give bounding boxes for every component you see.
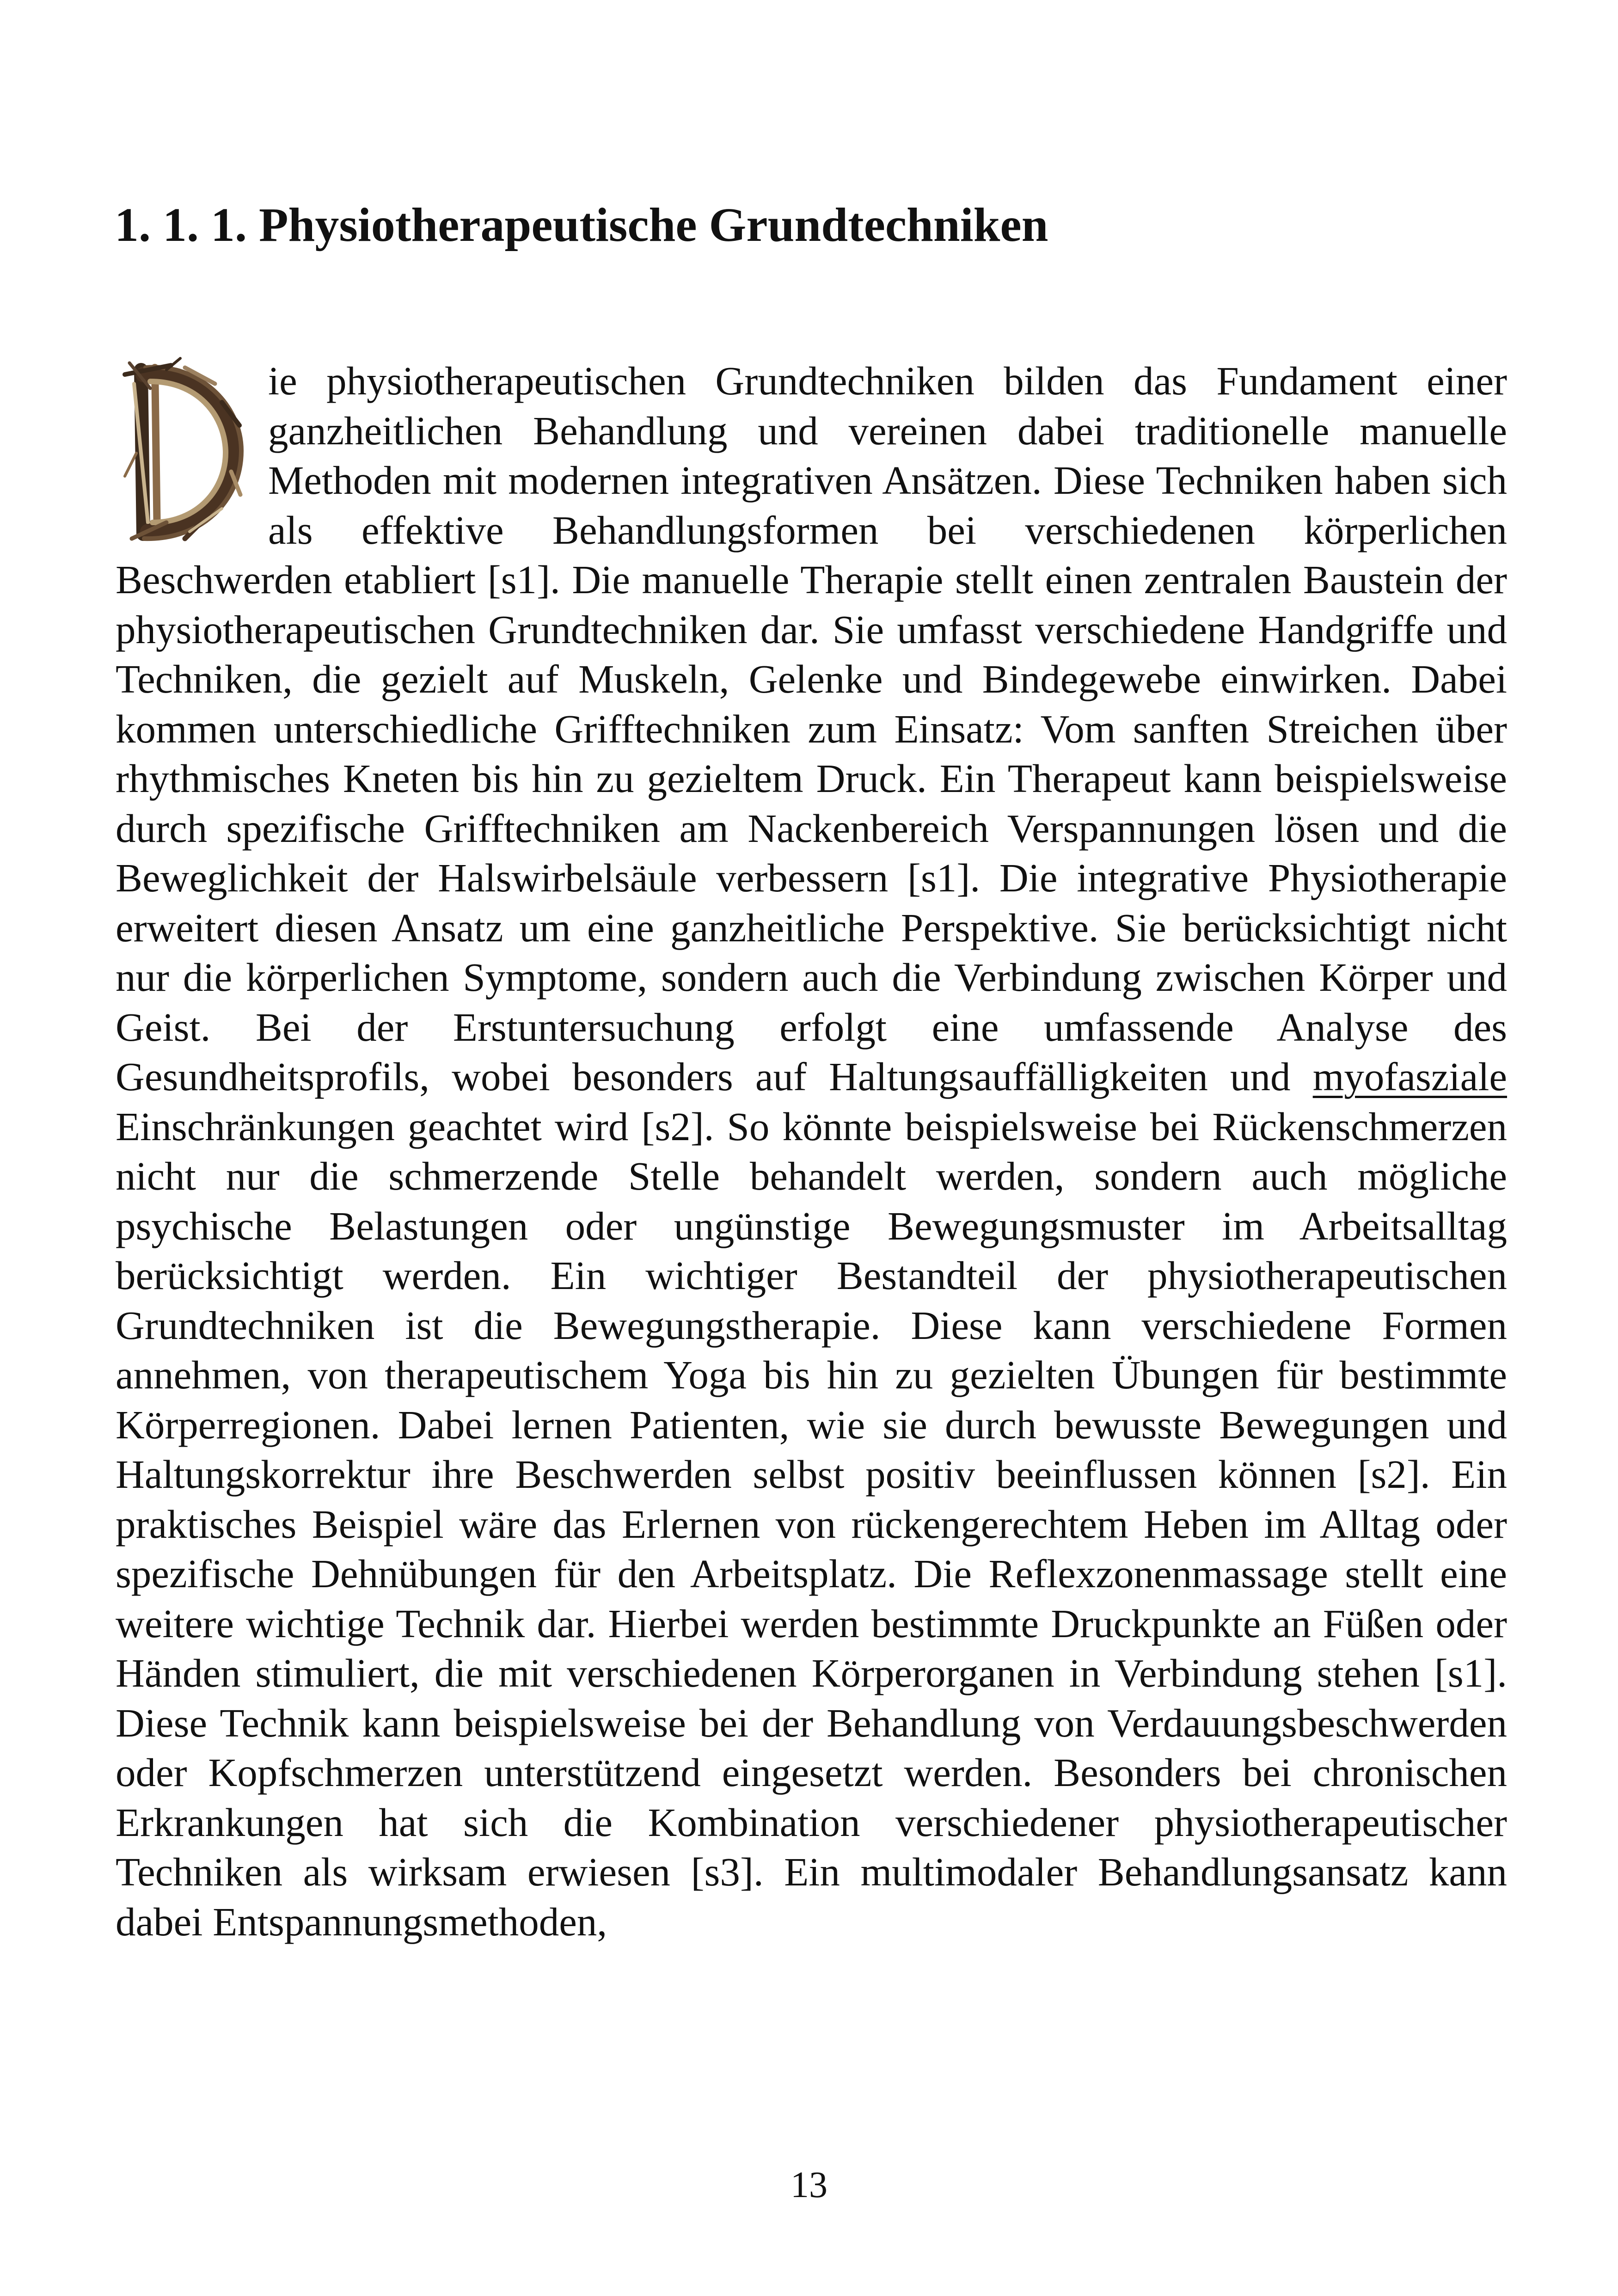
dropcap-d-image — [116, 356, 254, 546]
page-number: 13 — [791, 2165, 827, 2205]
paragraph-rest: Einschränkungen geachtet wird [s2]. So könnte beispielsweise bei Rückenschmerzen nicht nur die schmerzende Stelle behandelt werden, sondern auch mögliche psychische Belastungen oder ungünstige Bewegungsmuster im Arbeitsalltag berücksichtigt werden. Ein wichtiger Bestandteil der physiotherapeutischen Grundtechniken ist die Bewegungstherapie. Diese kann verschiedene Formen annehmen, von therapeutischem Yoga bis hin zu gezielten Übungen für bestimmte Körperregionen. Dabei lernen Patienten, wie sie durch bewusste Bewegungen und Haltungskorrektur ihre Beschwerden selbst positiv beeinflussen können [s2]. Ein praktisches Beispiel wäre das Erlernen von rückengerechtem Heben im Alltag oder spezifische Dehnübungen für den Arbeitsplatz. Die Reflexzonenmassage stellt eine weitere wichtige Technik dar. Hierbei werden bestimmte Druckpunkte an Füßen oder Händen stimuliert, die mit verschiedenen Körperorganen in Verbindung stehen [s1]. Diese Technik kann beispielsweise bei der Behandlung von Verdauungsbeschwerden oder Kopfschmerzen unterstützend eingesetzt werden. Besonders bei chronischen Erkrankungen hat sich die Kombination verschiedener physiotherapeutischer Techniken als wirksam erwiesen [s3]. Ein multimodaler Behandlungsansatz kann dabei Entspannungsmethoden, — [116, 1104, 1507, 1944]
body-paragraph — [116, 356, 1507, 1946]
section-heading: 1. 1. 1. Physiotherapeutische Grundtechniken — [115, 198, 1048, 252]
underlined-term: myofasziale — [1312, 1054, 1507, 1099]
paragraph-lead: ie physiotherapeutischen Grundtechniken bilden das Fundament einer ganzheitlichen Behandlung und vereinen dabei traditionelle manuelle Methoden mit modernen integrativen Ansätzen. Diese Techniken haben sich als effektive Behandlungsformen bei verschiedenen körperlichen Beschwerden etabliert [s1]. Die manuelle Therapie stellt einen zentralen Baustein der physiotherapeutischen Grundtechniken dar. Sie umfasst verschiedene Handgriffe und Techniken, die gezielt auf Muskeln, Gelenke und Bindegewebe einwirken. Dabei kommen unterschiedliche Grifftechniken zum Einsatz: Vom sanften Streichen über rhythmisches Kneten bis hin zu gezieltem Druck. Ein Therapeut kann beispielsweise durch spezifische Grifftechniken am Nackenbereich Verspannungen lösen und die Beweglichkeit der Halswirbelsäule verbessern [s1]. Die integrative Physiotherapie erweitert diesen Ansatz um eine ganzheitliche Perspektive. Sie berücksichtigt nicht nur die körperlichen Symptome, sondern auch die Verbindung zwischen Körper und Geist. Bei der Erstuntersuchung erfolgt eine umfassende Analyse des Gesundheitsprofils, wobei besonders auf Haltungsauffälligkeiten und — [116, 358, 1507, 1099]
dropcap-branch-letter-icon — [116, 356, 250, 546]
